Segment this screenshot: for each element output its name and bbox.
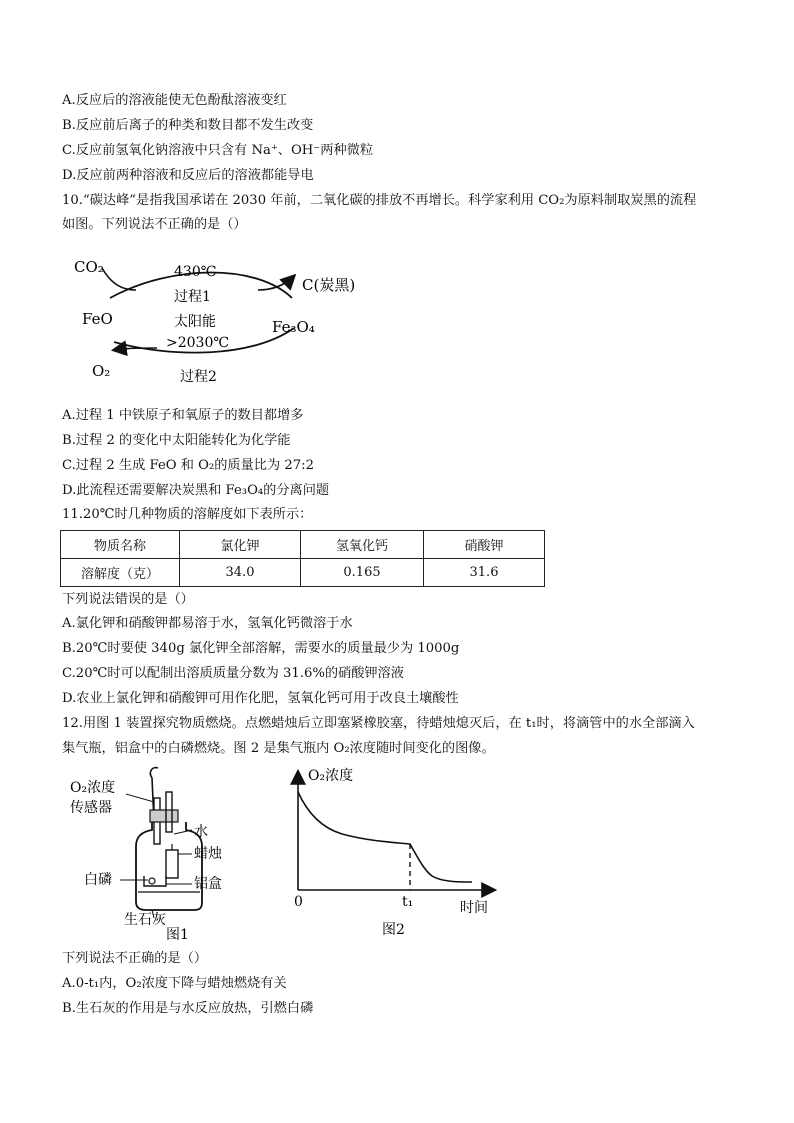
q10-stem-line1: 10.“碳达峰”是指我国承诺在 2030 年前，二氧化碳的排放不再增长。科学家利用 CO₂为原料制取炭黑的流程 (62, 193, 697, 208)
q10-stem-line2: 如图。下列说法不正确的是（） (62, 217, 247, 232)
q10-option-a: A.过程 1 中铁原子和氧原子的数目都增多 (62, 408, 304, 423)
q11-option-b: B.20℃时要使 340g 氯化钾全部溶解，需要水的质量最少为 1000g (62, 641, 460, 656)
fig1-sensor-label-1: O₂浓度 (70, 780, 116, 796)
table-cell: 34.0 (180, 559, 301, 587)
fig2-ylabel: O₂浓度 (308, 768, 354, 784)
q11-option-a: A.氯化钾和硝酸钾都易溶于水，氢氧化钙微溶于水 (62, 616, 353, 631)
fig2-caption: 图2 (382, 922, 405, 938)
q11-stem: 11.20℃时几种物质的溶解度如下表所示： (62, 507, 313, 522)
process2-label: 过程2 (180, 369, 217, 385)
fig2-origin: 0 (294, 894, 303, 910)
table-cell: 31.6 (424, 559, 545, 587)
fig1-sensor-label-2: 传感器 (70, 800, 112, 816)
white-phosphorus (149, 878, 155, 884)
q12-option-a: A.0-t₁内，O₂浓度下降与蜡烛燃烧有关 (62, 976, 287, 991)
carbon-black-label: C(炭黑) (302, 276, 356, 294)
co2-inflow-arrow (102, 268, 136, 290)
gas-bottle (136, 822, 202, 910)
temp-2030-label: >2030℃ (166, 335, 230, 351)
q11-question: 下列说法错误的是（） (62, 592, 194, 607)
fig2-t1-label: t₁ (402, 894, 414, 910)
q12-stem-line2: 集气瓶，铝盒中的白磷燃烧。图 2 是集气瓶内 O₂浓度随时间变化的图像。 (62, 741, 495, 756)
fe3o4-label: Fe₃O₄ (272, 318, 315, 336)
table-cell: 溶解度（克） (61, 559, 180, 587)
q12-stem-line1: 12.用图 1 装置探究物质燃烧。点燃蜡烛后立即塞紧橡胶塞，待蜡烛熄灭后，在 t₁时，将滴管中的水全部滴入 (62, 716, 695, 731)
carbon-outflow-arrow (258, 276, 294, 290)
rubber-stopper (150, 810, 178, 822)
table-cell: 氢氧化钙 (301, 531, 424, 559)
fig1-al-box-label: 铝盒 (194, 876, 222, 892)
fig1-quicklime-label: 生石灰 (124, 912, 166, 928)
fig2-xlabel: 时间 (460, 900, 488, 916)
q12-question: 下列说法不正确的是（） (62, 951, 208, 966)
q10-option-d: D.此流程还需要解决炭黑和 Fe₃O₄的分离问题 (62, 483, 330, 498)
solubility-table (60, 530, 545, 587)
process1-label: 过程1 (174, 289, 211, 305)
table-header-row (61, 531, 545, 559)
fig1-caption: 图1 (166, 927, 189, 942)
q11-option-c: C.20℃时可以配制出溶质质量分数为 31.6%的硝酸钾溶液 (62, 666, 404, 681)
table-cell: 0.165 (301, 559, 424, 587)
fig1-candle-label: 蜡烛 (194, 846, 222, 862)
q9-option-a: A.反应后的溶液能使无色酚酞溶液变红 (62, 93, 287, 108)
q9-option-b: B.反应前后离子的种类和数目都不发生改变 (62, 118, 314, 133)
o2-label: O₂ (92, 362, 111, 380)
table-cell: 氯化钾 (180, 531, 301, 559)
q10-flow-diagram (62, 246, 362, 396)
feo-label: FeO (82, 310, 113, 328)
table-cell: 物质名称 (61, 531, 180, 559)
q9-option-d: D.反应前两种溶液和反应后的溶液都能导电 (62, 168, 314, 183)
figure2-o2-curve (282, 762, 512, 940)
temp-430-label: 430℃ (174, 264, 217, 280)
table-row (61, 559, 545, 587)
q10-option-b: B.过程 2 的变化中太阳能转化为化学能 (62, 433, 291, 448)
q10-option-c: C.过程 2 生成 FeO 和 O₂的质量比为 27:2 (62, 458, 314, 473)
fig1-phosphorus-label: 白磷 (84, 872, 112, 888)
table-cell: 硝酸钾 (424, 531, 545, 559)
q12-option-b: B.生石灰的作用是与水反应放热，引燃白磷 (62, 1001, 314, 1016)
co2-label: CO₂ (74, 258, 104, 276)
figure1-apparatus (62, 762, 242, 942)
o2-curve (298, 792, 472, 882)
q11-option-d: D.农业上氯化钾和硝酸钾可用作化肥，氢氧化钙可用于改良土壤酸性 (62, 691, 459, 706)
fig1-water-label: 水 (194, 824, 208, 840)
q9-option-c: C.反应前氢氧化钠溶液中只含有 Na⁺、OH⁻两种微粒 (62, 143, 374, 158)
solar-label: 太阳能 (174, 314, 216, 330)
candle-shape (166, 850, 178, 878)
